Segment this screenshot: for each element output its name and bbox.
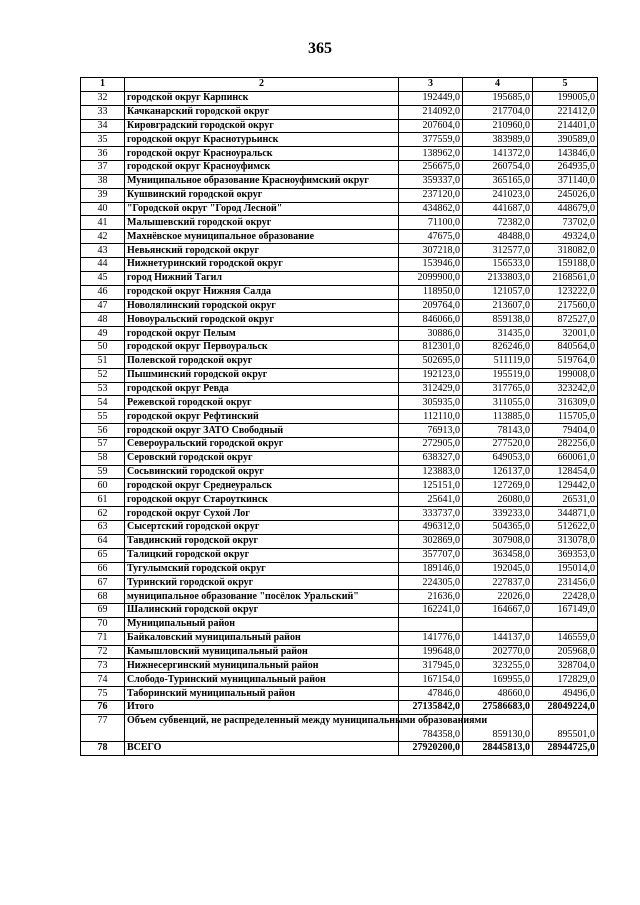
table-row	[81, 465, 598, 479]
row-number: 72	[81, 645, 125, 659]
row-name: Новолялинский городской округ	[125, 299, 399, 313]
row-value-col4: 210960,0	[463, 119, 533, 133]
row-name: Объем субвенций, не распределенный между муниципальными образованиями	[125, 714, 399, 741]
row-value-col3: 141776,0	[399, 631, 463, 645]
table-row	[81, 119, 598, 133]
row-value-col4: 363458,0	[463, 548, 533, 562]
row-value-col5: 128454,0	[533, 465, 598, 479]
table-row	[81, 313, 598, 327]
row-value-col3: 71100,0	[399, 216, 463, 230]
row-value-col4: 217704,0	[463, 105, 533, 119]
table-header-row	[81, 78, 598, 92]
row-value-col3: 502695,0	[399, 354, 463, 368]
row-value-col3: 638327,0	[399, 451, 463, 465]
table-row	[81, 437, 598, 451]
row-name: Тугулымский городской округ	[125, 562, 399, 576]
row-name: городской округ Краснотурьинск	[125, 133, 399, 147]
table-row	[81, 687, 598, 701]
row-value-col4: 192045,0	[463, 562, 533, 576]
table-row	[81, 341, 598, 355]
row-value-col5: 199005,0	[533, 91, 598, 105]
row-value-col4: 323255,0	[463, 659, 533, 673]
table-row	[81, 714, 598, 741]
row-number: 46	[81, 285, 125, 299]
table-row	[81, 700, 598, 714]
row-name: Байкаловский муниципальный район	[125, 631, 399, 645]
row-number: 38	[81, 174, 125, 188]
row-value-col5: 199008,0	[533, 368, 598, 382]
row-number: 69	[81, 604, 125, 618]
row-value-col4: 339233,0	[463, 507, 533, 521]
row-number: 74	[81, 673, 125, 687]
row-value-col5: 115705,0	[533, 410, 598, 424]
row-number: 61	[81, 493, 125, 507]
row-value-col4: 72382,0	[463, 216, 533, 230]
row-value-col4: 2133803,0	[463, 271, 533, 285]
row-name: Талицкий городской округ	[125, 548, 399, 562]
table-row	[81, 202, 598, 216]
row-value-col4: 48488,0	[463, 230, 533, 244]
row-value-col5: 519764,0	[533, 354, 598, 368]
row-value-col4: 195519,0	[463, 368, 533, 382]
row-value-col3: 317945,0	[399, 659, 463, 673]
row-value-col5: 49324,0	[533, 230, 598, 244]
row-number: 77	[81, 714, 125, 741]
table-row	[81, 91, 598, 105]
row-value-col5: 323242,0	[533, 382, 598, 396]
table-row	[81, 299, 598, 313]
row-name: Шалинский городской округ	[125, 604, 399, 618]
row-value-col4: 121057,0	[463, 285, 533, 299]
row-value-col4: 26080,0	[463, 493, 533, 507]
row-value-col5: 26531,0	[533, 493, 598, 507]
row-value-col3: 112110,0	[399, 410, 463, 424]
row-value-col3: 256675,0	[399, 161, 463, 175]
row-value-col5: 172829,0	[533, 673, 598, 687]
row-name: муниципальное образование "посёлок Уральский"	[125, 590, 399, 604]
table-row	[81, 576, 598, 590]
row-value-col5: 369353,0	[533, 548, 598, 562]
row-value-col3: 496312,0	[399, 521, 463, 535]
row-name: городской округ Красноуфимск	[125, 161, 399, 175]
row-name: Тавдинский городской округ	[125, 534, 399, 548]
row-name: Камышловский муниципальный район	[125, 645, 399, 659]
row-value-col3: 359337,0	[399, 174, 463, 188]
row-value-col5: 79404,0	[533, 424, 598, 438]
row-number: 53	[81, 382, 125, 396]
row-value-col3: 305935,0	[399, 396, 463, 410]
row-value-col4: 27586683,0	[463, 700, 533, 714]
row-value-col4	[463, 617, 533, 631]
row-number: 63	[81, 521, 125, 535]
table-row	[81, 479, 598, 493]
row-number: 47	[81, 299, 125, 313]
row-number: 64	[81, 534, 125, 548]
table-row	[81, 188, 598, 202]
row-number: 51	[81, 354, 125, 368]
row-value-col5: 313078,0	[533, 534, 598, 548]
row-number: 56	[81, 424, 125, 438]
row-name: Таборинский муниципальный район	[125, 687, 399, 701]
row-number: 70	[81, 617, 125, 631]
table-row	[81, 507, 598, 521]
row-value-col5: 217560,0	[533, 299, 598, 313]
row-number: 67	[81, 576, 125, 590]
table-row	[81, 257, 598, 271]
row-value-col4: 241023,0	[463, 188, 533, 202]
row-value-col5: 344871,0	[533, 507, 598, 521]
row-name: Режевской городской округ	[125, 396, 399, 410]
row-name: городской округ Пелым	[125, 327, 399, 341]
row-name: Сосьвинский городской округ	[125, 465, 399, 479]
row-value-col4: 213607,0	[463, 299, 533, 313]
table-row	[81, 230, 598, 244]
row-value-col3: 812301,0	[399, 341, 463, 355]
row-value-col3: 192449,0	[399, 91, 463, 105]
row-number: 62	[81, 507, 125, 521]
row-value-col5: 318082,0	[533, 244, 598, 258]
row-value-col3: 209764,0	[399, 299, 463, 313]
row-value-col3: 307218,0	[399, 244, 463, 258]
row-value-col4: 277520,0	[463, 437, 533, 451]
row-name: Североуральский городской округ	[125, 437, 399, 451]
table-row	[81, 741, 598, 755]
row-name: Невьянский городской округ	[125, 244, 399, 258]
row-value-col5: 205968,0	[533, 645, 598, 659]
row-value-col5: 512622,0	[533, 521, 598, 535]
row-value-col4: 164667,0	[463, 604, 533, 618]
row-name: Муниципальный район	[125, 617, 399, 631]
row-value-col3: 192123,0	[399, 368, 463, 382]
row-value-col5: 159188,0	[533, 257, 598, 271]
row-number: 73	[81, 659, 125, 673]
row-name: городской округ Нижняя Салда	[125, 285, 399, 299]
row-value-col3: 153946,0	[399, 257, 463, 271]
row-value-col3: 138962,0	[399, 147, 463, 161]
row-name: Серовский городской округ	[125, 451, 399, 465]
row-value-col5	[533, 617, 598, 631]
table-row	[81, 493, 598, 507]
row-value-col5: 316309,0	[533, 396, 598, 410]
table-row	[81, 216, 598, 230]
row-value-col4: 169955,0	[463, 673, 533, 687]
table-row	[81, 133, 598, 147]
row-name: Малышевский городской округ	[125, 216, 399, 230]
table-row	[81, 271, 598, 285]
row-number: 37	[81, 161, 125, 175]
row-value-col5: 129442,0	[533, 479, 598, 493]
col-header-5: 5	[533, 78, 598, 92]
row-name: Полевской городской округ	[125, 354, 399, 368]
row-number: 65	[81, 548, 125, 562]
row-name: Кировградский городской округ	[125, 119, 399, 133]
table-row	[81, 327, 598, 341]
table-row	[81, 548, 598, 562]
row-value-col3: 312429,0	[399, 382, 463, 396]
row-value-col4: 317765,0	[463, 382, 533, 396]
row-name: Новоуральский городской округ	[125, 313, 399, 327]
row-number: 55	[81, 410, 125, 424]
row-value-col5: 143846,0	[533, 147, 598, 161]
row-number: 78	[81, 741, 125, 755]
row-name: городской округ Ревда	[125, 382, 399, 396]
row-number: 54	[81, 396, 125, 410]
row-value-col5: 895501,0	[533, 714, 598, 741]
row-value-col5: 22428,0	[533, 590, 598, 604]
row-value-col5: 2168561,0	[533, 271, 598, 285]
row-value-col3: 357707,0	[399, 548, 463, 562]
row-number: 59	[81, 465, 125, 479]
row-value-col4: 156533,0	[463, 257, 533, 271]
table-row	[81, 244, 598, 258]
row-name: городской округ Первоуральск	[125, 341, 399, 355]
row-name: городской округ Среднеуральск	[125, 479, 399, 493]
page-number: 365	[308, 40, 332, 57]
row-value-col4: 126137,0	[463, 465, 533, 479]
row-number: 45	[81, 271, 125, 285]
row-value-col5: 328704,0	[533, 659, 598, 673]
row-value-col5: 73702,0	[533, 216, 598, 230]
row-value-col5: 146559,0	[533, 631, 598, 645]
row-name: городской округ ЗАТО Свободный	[125, 424, 399, 438]
row-value-col5: 49496,0	[533, 687, 598, 701]
row-value-col4: 649053,0	[463, 451, 533, 465]
row-value-col5: 32001,0	[533, 327, 598, 341]
row-name: Муниципальное образование Красноуфимский округ	[125, 174, 399, 188]
row-value-col3: 27135842,0	[399, 700, 463, 714]
row-value-col3: 207604,0	[399, 119, 463, 133]
row-value-col3: 30886,0	[399, 327, 463, 341]
table-row	[81, 174, 598, 188]
row-name: Махнёвское муниципальное образование	[125, 230, 399, 244]
row-value-col4: 31435,0	[463, 327, 533, 341]
row-value-col4: 22026,0	[463, 590, 533, 604]
row-value-col3: 237120,0	[399, 188, 463, 202]
table-row	[81, 534, 598, 548]
row-value-col3: 118950,0	[399, 285, 463, 299]
row-number: 42	[81, 230, 125, 244]
row-value-col3: 162241,0	[399, 604, 463, 618]
row-value-col4: 311055,0	[463, 396, 533, 410]
row-value-col4: 312577,0	[463, 244, 533, 258]
row-number: 75	[81, 687, 125, 701]
row-value-col3: 784358,0	[399, 714, 463, 741]
col-header-1: 1	[81, 78, 125, 92]
row-value-col4: 48660,0	[463, 687, 533, 701]
row-value-col4: 195685,0	[463, 91, 533, 105]
row-value-col4: 260754,0	[463, 161, 533, 175]
row-value-col3: 167154,0	[399, 673, 463, 687]
row-number: 43	[81, 244, 125, 258]
row-value-col4: 127269,0	[463, 479, 533, 493]
row-value-col3: 47675,0	[399, 230, 463, 244]
row-name: Нижнетуринский городской округ	[125, 257, 399, 271]
row-value-col5: 660061,0	[533, 451, 598, 465]
table-row	[81, 147, 598, 161]
table-row	[81, 410, 598, 424]
row-value-col3: 125151,0	[399, 479, 463, 493]
row-value-col4: 202770,0	[463, 645, 533, 659]
row-number: 40	[81, 202, 125, 216]
row-value-col3: 76913,0	[399, 424, 463, 438]
row-value-col4: 141372,0	[463, 147, 533, 161]
row-value-col4: 365165,0	[463, 174, 533, 188]
table-row	[81, 590, 598, 604]
row-number: 34	[81, 119, 125, 133]
row-name: город Нижний Тагил	[125, 271, 399, 285]
table-row	[81, 396, 598, 410]
row-value-col5: 167149,0	[533, 604, 598, 618]
row-name: городской округ Сухой Лог	[125, 507, 399, 521]
row-number: 35	[81, 133, 125, 147]
row-name: Пышминский городской округ	[125, 368, 399, 382]
table-row	[81, 604, 598, 618]
row-number: 48	[81, 313, 125, 327]
row-value-col5: 123222,0	[533, 285, 598, 299]
row-value-col3: 434862,0	[399, 202, 463, 216]
row-number: 39	[81, 188, 125, 202]
row-value-col5: 28944725,0	[533, 741, 598, 755]
row-value-col3: 2099900,0	[399, 271, 463, 285]
row-value-col3: 25641,0	[399, 493, 463, 507]
row-value-col5: 390589,0	[533, 133, 598, 147]
row-value-col3: 333737,0	[399, 507, 463, 521]
col-header-2: 2	[125, 78, 399, 92]
row-name: городской округ Красноуральск	[125, 147, 399, 161]
row-number: 33	[81, 105, 125, 119]
row-name: Качканарский городской округ	[125, 105, 399, 119]
row-number: 41	[81, 216, 125, 230]
row-value-col4: 144137,0	[463, 631, 533, 645]
table-row	[81, 631, 598, 645]
row-number: 32	[81, 91, 125, 105]
row-name: Итого	[125, 700, 399, 714]
table-row	[81, 673, 598, 687]
row-value-col5: 221412,0	[533, 105, 598, 119]
row-name: Кушвинский городской округ	[125, 188, 399, 202]
table-row	[81, 617, 598, 631]
row-value-col3: 21636,0	[399, 590, 463, 604]
row-value-col3: 189146,0	[399, 562, 463, 576]
row-value-col4: 78143,0	[463, 424, 533, 438]
row-name: городской округ Рефтинский	[125, 410, 399, 424]
row-value-col5: 195014,0	[533, 562, 598, 576]
row-value-col5: 28049224,0	[533, 700, 598, 714]
row-value-col3	[399, 617, 463, 631]
row-value-col4: 383989,0	[463, 133, 533, 147]
table-row	[81, 285, 598, 299]
table-row	[81, 354, 598, 368]
row-value-col5: 448679,0	[533, 202, 598, 216]
row-name: Нижнесергинский муниципальный район	[125, 659, 399, 673]
table-row	[81, 368, 598, 382]
row-value-col3: 272905,0	[399, 437, 463, 451]
row-value-col5: 371140,0	[533, 174, 598, 188]
row-value-col3: 27920200,0	[399, 741, 463, 755]
row-name: ВСЕГО	[125, 741, 399, 755]
row-value-col4: 859138,0	[463, 313, 533, 327]
row-name: Слободо-Туринский муниципальный район	[125, 673, 399, 687]
table-row	[81, 645, 598, 659]
row-value-col5: 245026,0	[533, 188, 598, 202]
table-row	[81, 659, 598, 673]
row-number: 36	[81, 147, 125, 161]
row-value-col3: 47846,0	[399, 687, 463, 701]
row-value-col5: 231456,0	[533, 576, 598, 590]
row-value-col5: 282256,0	[533, 437, 598, 451]
row-value-col4: 826246,0	[463, 341, 533, 355]
table-row	[81, 382, 598, 396]
row-number: 52	[81, 368, 125, 382]
row-value-col4: 227837,0	[463, 576, 533, 590]
row-number: 50	[81, 341, 125, 355]
row-number: 68	[81, 590, 125, 604]
table-row	[81, 105, 598, 119]
row-number: 66	[81, 562, 125, 576]
row-value-col3: 377559,0	[399, 133, 463, 147]
table-row	[81, 451, 598, 465]
row-value-col4: 441687,0	[463, 202, 533, 216]
row-name: "Городской округ "Город Лесной"	[125, 202, 399, 216]
row-value-col3: 224305,0	[399, 576, 463, 590]
table-row	[81, 424, 598, 438]
col-header-3: 3	[399, 78, 463, 92]
row-value-col3: 846066,0	[399, 313, 463, 327]
table-row	[81, 521, 598, 535]
row-number: 57	[81, 437, 125, 451]
row-name: городской округ Староуткинск	[125, 493, 399, 507]
row-number: 49	[81, 327, 125, 341]
row-value-col5: 214401,0	[533, 119, 598, 133]
row-value-col4: 504365,0	[463, 521, 533, 535]
row-number: 58	[81, 451, 125, 465]
table-row	[81, 161, 598, 175]
row-number: 44	[81, 257, 125, 271]
row-value-col4: 307908,0	[463, 534, 533, 548]
row-number: 60	[81, 479, 125, 493]
col-header-4: 4	[463, 78, 533, 92]
row-name: Туринский городской округ	[125, 576, 399, 590]
row-name: Сысертский городской округ	[125, 521, 399, 535]
row-name: городской округ Карпинск	[125, 91, 399, 105]
row-value-col5: 872527,0	[533, 313, 598, 327]
table-row	[81, 562, 598, 576]
row-value-col3: 214092,0	[399, 105, 463, 119]
row-number: 71	[81, 631, 125, 645]
row-value-col3: 302869,0	[399, 534, 463, 548]
row-value-col4: 28445813,0	[463, 741, 533, 755]
subsidy-table	[80, 77, 598, 756]
row-value-col4: 113885,0	[463, 410, 533, 424]
row-value-col4: 859130,0	[463, 714, 533, 741]
row-value-col5: 264935,0	[533, 161, 598, 175]
row-value-col5: 840564,0	[533, 341, 598, 355]
row-value-col4: 511119,0	[463, 354, 533, 368]
row-value-col3: 123883,0	[399, 465, 463, 479]
row-value-col3: 199648,0	[399, 645, 463, 659]
row-number: 76	[81, 700, 125, 714]
